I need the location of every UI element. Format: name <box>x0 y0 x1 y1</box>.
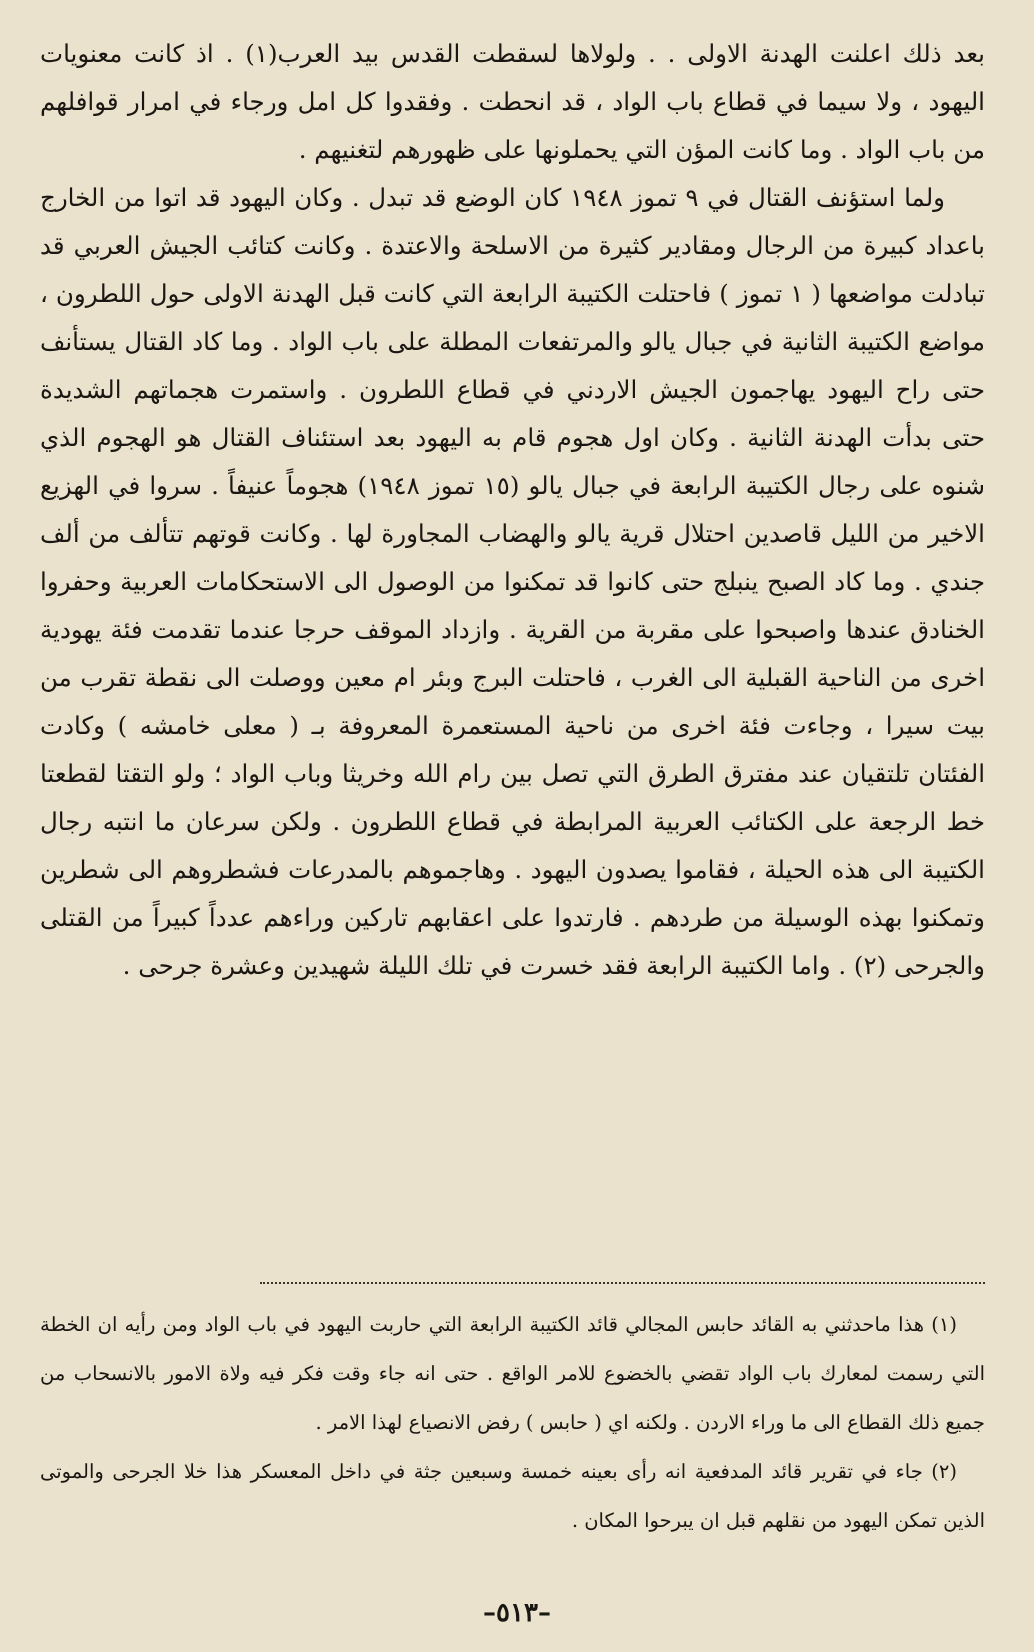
paragraph-2: ولما استؤنف القتال في ٩ تموز ١٩٤٨ كان الوضع قد تبدل . وكان اليهود قد اتوا من الخارج باعداد كبيرة من الرجال ومقادير كثيرة من الاسلحة والاعتدة . وكانت كتائب الجيش العربي قد تبادلت مواضعها ( ١ تموز ) فاحتلت الكتيبة الرابعة التي كانت قبل الهدنة الاولى حول اللطرون ، مواضع الكتيبة الثانية في جبال يالو والمرتفعات المطلة على باب الواد . وما كاد القتال يستأنف حتى راح اليهود يهاجمون الجيش الاردني في قطاع اللطرون . واستمرت هجماتهم الشديدة حتى بدأت الهدنة الثانية . وكان اول هجوم قام به اليهود بعد استئناف القتال هو الهجوم الذي شنوه على رجال الكتيبة الرابعة في جبال يالو (١٥ تموز ١٩٤٨) هجوماً عنيفاً . سروا في الهزيع الاخير من الليل قاصدين احتلال قرية يالو والهضاب المجاورة لها . وكانت قوتهم تتألف من ألف جندي . وما كاد الصبح ينبلج حتى كانوا قد تمكنوا من الوصول الى الاستحكامات العربية وحفروا الخنادق عندها واصبحوا على مقربة من القرية . وازداد الموقف حرجا عندما تقدمت فئة يهودية اخرى من الناحية القبلية الى الغرب ، فاحتلت البرج وبئر ام معين ووصلت الى نقطة تقرب من بيت سيرا ، وجاءت فئة اخرى من ناحية المستعمرة المعروفة بـ ( معلى خامشه ) وكادت الفئتان تلتقيان عند مفترق الطرق التي تصل بين رام الله وخريثا وباب الواد ؛ ولو التقتا لقطعتا خط الرجعة على الكتائب العربية المرابطة في قطاع اللطرون . ولكن سرعان ما انتبه رجال الكتيبة الى هذه الحيلة ، فقاموا يصدون اليهود . وهاجموهم بالمدرعات فشطروهم الى شطرين وتمكنوا بهذه الوسيلة من طردهم . فارتدوا على اعقابهم تاركين وراءهم عدداً كبيراً من القتلى والجرحى (٢) . واما الكتيبة الرابعة فقد خسرت في تلك الليلة شهيدين وعشرة جرحى . <box>40 183 986 980</box>
footnotes <box>40 1300 985 1545</box>
main-text <box>40 30 985 990</box>
page-number: –٥١٣– <box>483 1598 551 1628</box>
paragraph-1: بعد ذلك اعلنت الهدنة الاولى . . ولولاها لسقطت القدس بيد العرب(١) . اذ كانت معنويات اليهود ، ولا سيما في قطاع باب الواد ، قد انحطت . وفقدوا كل امل ورجاء في امرار قوافلهم من باب الواد . وما كانت المؤن التي يحملونها على ظهورهم لتغنيهم . <box>40 39 986 164</box>
footnote-1: (١) هذا ماحدثني به القائد حابس المجالي قائد الكتيبة الرابعة التي حاربت اليهود في باب الواد ومن رأيه ان الخطة التي رسمت لمعارك باب الواد تقضي بالخضوع للامر الواقع . حتى انه جاء وقت فكر فيه ولاة الامور بالانسحاب من جميع ذلك القطاع الى ما وراء الاردن . ولكنه اي ( حابس ) رفض الانصياع لهذا الامر . <box>40 1313 985 1434</box>
footnote-separator <box>260 1282 985 1284</box>
footnote-2: (٢) جاء في تقرير قائد المدفعية انه رأى بعينه خمسة وسبعين جثة في داخل المعسكر هذا خلا الجرحى والموتى الذين تمكن اليهود من نقلهم قبل ان يبرحوا المكان . <box>40 1460 985 1532</box>
